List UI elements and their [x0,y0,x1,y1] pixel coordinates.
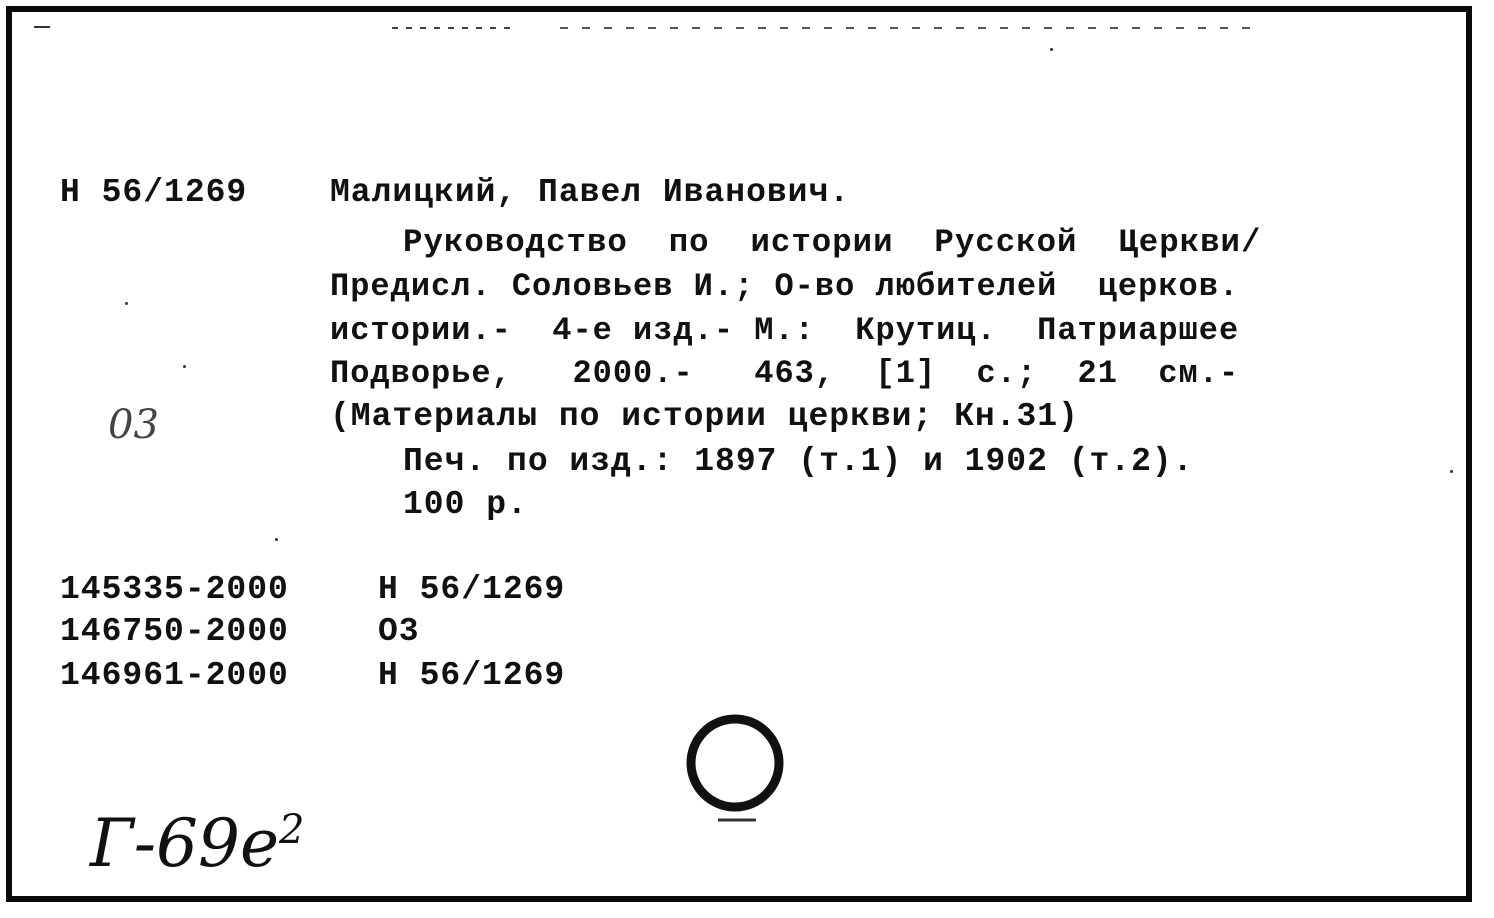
description-line-4: Подворье, 2000.- 463, [1] с.; 21 см.- [330,355,1240,392]
scan-speck [275,538,278,541]
scan-speck [183,365,186,368]
scan-mark [34,26,50,28]
scan-mark [560,27,1260,29]
description-line-2: Предисл. Соловьев И.; О-во любителей церков. [330,268,1240,305]
note-line: Печ. по изд.: 1897 (т.1) и 1902 (т.2). [403,443,1194,480]
punch-hole [680,708,790,828]
holding-location-2: О3 [378,613,420,650]
scan-speck [125,302,128,305]
handwritten-code [90,795,305,882]
shelfmark: Н 56/1269 [60,174,248,211]
handwritten-code-text: Г-69е [90,805,280,882]
scan-speck [1050,48,1053,51]
price-line: 100 р. [403,486,528,523]
title-line-1: Руководство по истории Русской Церкви/ [403,224,1262,261]
description-line-3: истории.- 4-е изд.- М.: Крутиц. Патриаршее [330,312,1240,349]
holding-inventory-3: 146961-2000 [60,657,289,694]
handwritten-code-sup: 2 [279,807,305,853]
holding-inventory-1: 145335-2000 [60,571,289,608]
author-heading: Малицкий, Павел Иванович. [330,174,851,211]
scan-speck [1450,470,1453,473]
holding-location-3: Н 56/1269 [378,657,566,694]
margin-mark: 03 [108,402,159,448]
holding-inventory-2: 146750-2000 [60,613,289,650]
scan-mark [392,27,512,29]
series-line: (Материалы по истории церкви; Кн.31) [330,398,1079,435]
holding-location-1: Н 56/1269 [378,571,566,608]
